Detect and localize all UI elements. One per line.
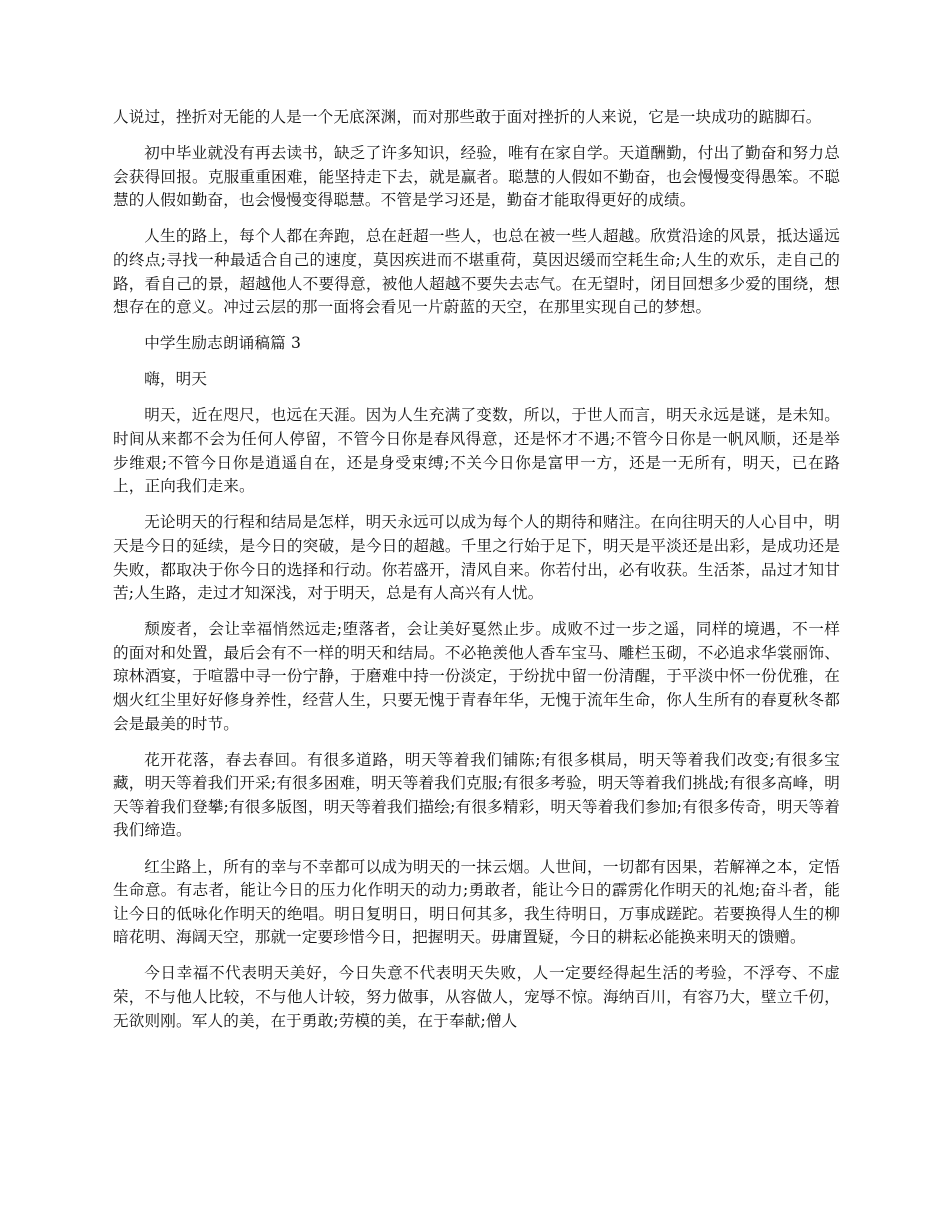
paragraph: 无论明天的行程和结局是怎样，明天永远可以成为每个人的期待和赌注。在向往明天的人心目中，明天是今日的延续，是今日的突破，是今日的超越。千里之行始于足下，明天是平淡还是出彩，是成功还是失败，都取决于你今日的选择和行动。你若盛开，清风自来。你若付出，必有收获。生活茶，品过才知甘苦;人生路，走过才知深浅，对于明天，总是有人高兴有人忧。 (113, 513, 840, 603)
paragraph: 红尘路上，所有的幸与不幸都可以成为明天的一抹云烟。人世间，一切都有因果，若解禅之本，定悟生命意。有志者，能让今日的压力化作明天的动力;勇敢者，能让今日的霹雳化作明天的礼炮;奋斗者，能让今日的低咏化作明天的绝唱。明日复明日，明日何其多，我生待明日，万事成蹉跎。若要换得人生的柳暗花明、海阔天空，那就一定要珍惜今日，把握明天。毋庸置疑，今日的耕耘必能换来明天的馈赠。 (113, 857, 840, 947)
article-title: 嗨，明天 (144, 370, 208, 389)
document-body (113, 106, 840, 1046)
paragraph: 初中毕业就没有再去读书，缺乏了许多知识，经验，唯有在家自学。天道酬勤，付出了勤奋和努力总会获得回报。克服重重困难，能坚持走下去，就是赢者。聪慧的人假如不勤奋，也会慢慢变得愚笨。不聪慧的人假如勤奋，也会慢慢变得聪慧。不管是学习还是，勤奋才能取得更好的成绩。 (113, 144, 840, 210)
paragraph-continued: 人说过，挫折对无能的人是一个无底深渊，而对那些敢于面对挫折的人来说，它是一块成功的踮脚石。 (113, 108, 822, 126)
paragraph: 明天，近在咫尺，也远在天涯。因为人生充满了变数，所以，于世人而言，明天永远是谜，是未知。时间从来都不会为任何人停留，不管今日你是春风得意，还是怀才不遇;不管今日你是一帆风顺，还是举步维艰;不管今日你是逍遥自在，还是身受束缚;不关今日你是富甲一方，还是一无所有，明天，已在路上，正向我们走来。 (113, 406, 840, 496)
section-heading: 中学生励志朗诵稿篇 3 (144, 334, 302, 353)
paragraph: 花开花落，春去春回。有很多道路，明天等着我们铺陈;有很多棋局，明天等着我们改变;有很多宝藏，明天等着我们开采;有很多困难，明天等着我们克服;有很多考验，明天等着我们挑战;有很多高峰，明天等着我们登攀;有很多版图，明天等着我们描绘;有很多精彩，明天等着我们参加;有很多传奇，明天等着我们缔造。 (113, 750, 840, 840)
paragraph: 今日幸福不代表明天美好，今日失意不代表明天失败，人一定要经得起生活的考验，不浮夸、不虚荣，不与他人比较，不与他人计较，努力做事，从容做人，宠辱不惊。海纳百川，有容乃大，壁立千仞，无欲则刚。军人的美，在于勇敢;劳模的美，在于奉献;僧人 (113, 964, 840, 1030)
paragraph: 人生的路上，每个人都在奔跑，总在赶超一些人，也总在被一些人超越。欣赏沿途的风景，抵达遥远的终点;寻找一种最适合自己的速度，莫因疾进而不堪重荷，莫因迟缓而空耗生命;人生的欢乐，走自己的路，看自己的景，超越他人不要得意，被他人超越不要失去志气。在无望时，闭目回想多少爱的围绕，想想存在的意义。冲过云层的那一面将会看见一片蔚蓝的天空，在那里实现自己的梦想。 (113, 227, 840, 317)
paragraph: 颓废者，会让幸福悄然远走;堕落者，会让美好戛然止步。成败不过一步之遥，同样的境遇，不一样的面对和处置，最后会有不一样的明天和结局。不必艳羡他人香车宝马、雕栏玉砌，不必追求华裳丽饰、琼林酒宴，于喧嚣中寻一份宁静，于磨难中持一份淡定，于纷扰中留一份清醒，于平淡中怀一份优雅，在烟火红尘里好好修身养性，经营人生，只要无愧于青春年华，无愧于流年生命，你人生所有的春夏秋冬都会是最美的时节。 (113, 620, 840, 733)
